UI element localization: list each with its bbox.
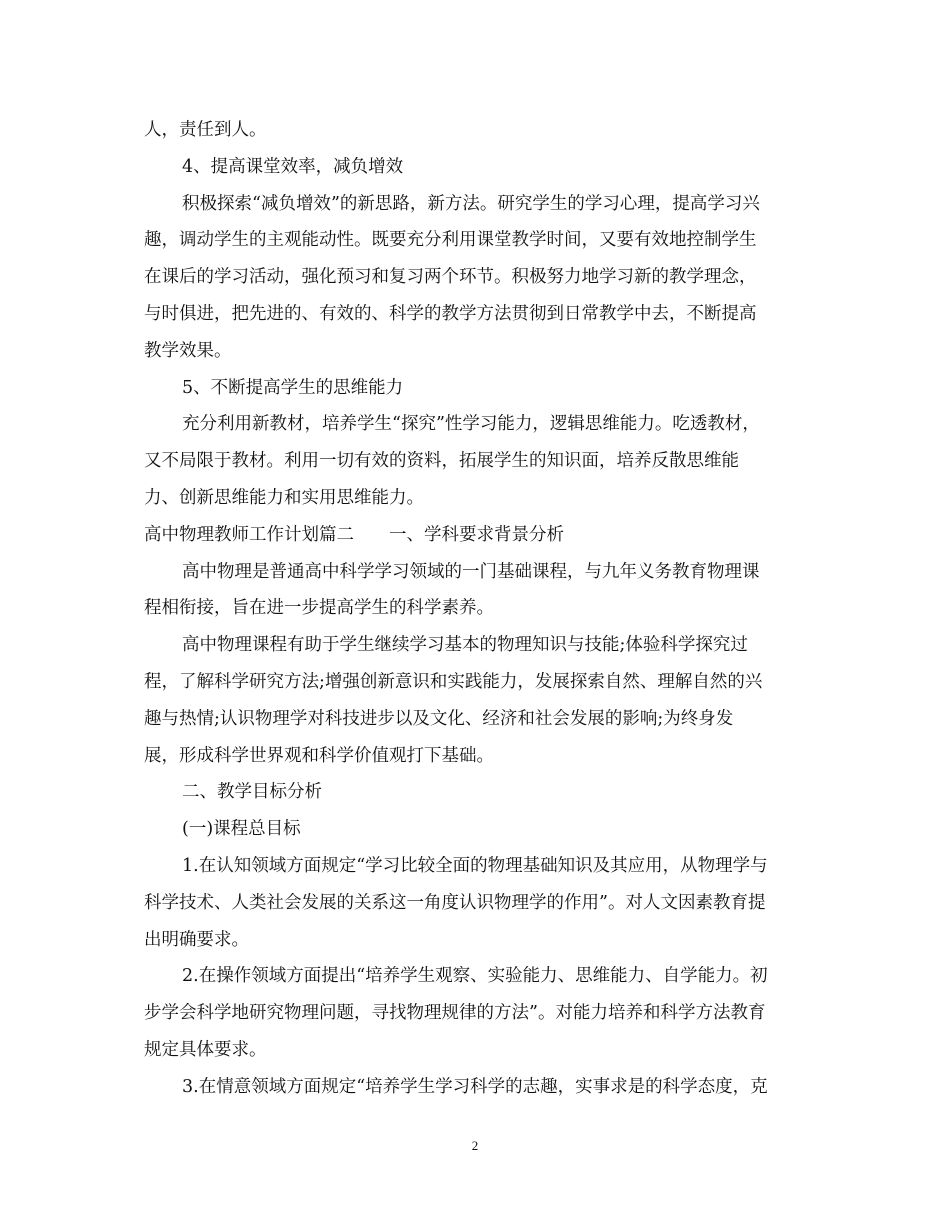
document-body — [144, 112, 809, 1106]
text-line: 充分利用新教材，培养学生“探究”性学习能力，逻辑思维能力。吃透教材， — [182, 414, 760, 435]
text-line: 趣与热情;认识物理学对科技进步以及文化、经济和社会发展的影响;为终身发 — [144, 708, 734, 729]
text-line: 规定具体要求。 — [144, 1039, 267, 1060]
text-line: 与时俱进，把先进的、有效的、科学的教学方法贯彻到日常教学中去，不断提高 — [144, 303, 757, 324]
text-line: 4、提高课堂效率，减负增效 — [182, 156, 404, 177]
text-line: 3.在情意领域方面规定“培养学生学习科学的志趣，实事求是的科学态度，克 — [182, 1076, 768, 1097]
text-line: 积极探索“减负增效”的新思路，新方法。研究学生的学习心理，提高学习兴 — [182, 193, 760, 214]
text-line: 人，责任到人。 — [144, 120, 267, 140]
text-line: 高中物理是普通高中科学学习领域的一门基础课程，与九年义务教育物理课 — [182, 561, 760, 582]
text-line: 1.在认知领域方面规定“学习比较全面的物理基础知识及其应用，从物理学与 — [182, 855, 768, 876]
text-line: 展，形成科学世界观和科学价值观打下基础。 — [144, 745, 494, 766]
page-number: 2 — [471, 1138, 479, 1153]
text-line: 趣，调动学生的主观能动性。既要充分利用课堂教学时间，又要有效地控制学生 — [144, 230, 757, 251]
text-line: 二、教学目标分析 — [182, 782, 322, 803]
text-line: 在课后的学习活动，强化预习和复习两个环节。积极努力地学习新的教学理念， — [144, 267, 757, 288]
text-line: 程，了解科学研究方法;增强创新意识和实践能力，发展探索自然、理解自然的兴 — [144, 671, 763, 692]
text-line: 步学会科学地研究物理问题，寻找物理规律的方法”。对能力培养和科学方法教育 — [144, 1003, 766, 1024]
text-line: 科学技术、人类社会发展的关系这一角度认识物理学的作用”。对人文因素教育提 — [144, 892, 766, 913]
text-line: 又不局限于教材。利用一切有效的资料，拓展学生的知识面，培养反散思维能 — [144, 451, 739, 472]
text-line: 程相衔接，旨在进一步提高学生的科学素养。 — [144, 598, 494, 619]
text-line: 教学效果。 — [144, 340, 232, 361]
text-line: 出明确要求。 — [144, 929, 249, 950]
text-line: 5、不断提高学生的思维能力 — [182, 377, 404, 398]
text-line: 高中物理课程有助于学生继续学习基本的物理知识与技能;体验科学探究过 — [182, 635, 748, 656]
text-line: (一)课程总目标 — [182, 819, 301, 840]
text-line: 高中物理教师工作计划篇二 一、学科要求背景分析 — [144, 524, 564, 545]
text-line: 力、创新思维能力和实用思维能力。 — [144, 487, 424, 508]
text-line: 2.在操作领域方面提出“培养学生观察、实验能力、思维能力、自学能力。初 — [182, 966, 768, 987]
